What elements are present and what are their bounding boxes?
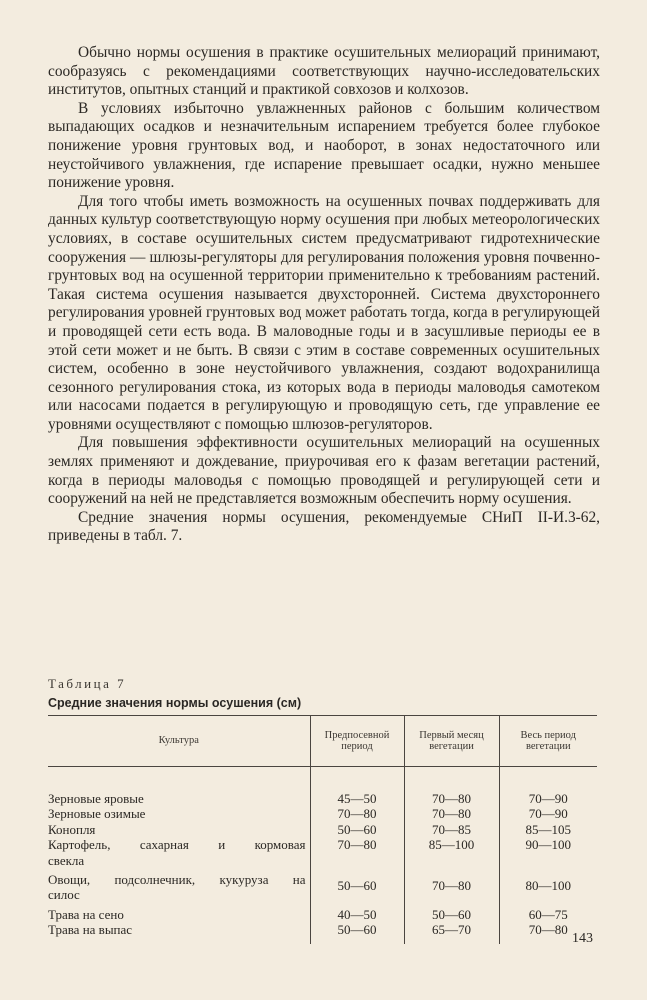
first-month-value: 70—80 bbox=[404, 868, 499, 903]
first-month-value: 70—80 bbox=[404, 791, 499, 806]
first-month-value: 65—70 bbox=[404, 922, 499, 943]
table-title: Средние значения нормы осушения (см) bbox=[48, 696, 302, 710]
header-whole-period: Весь период вегетации bbox=[499, 716, 597, 767]
pre-sowing-value: 50—60 bbox=[310, 822, 404, 837]
crop-name: Зерновые озимые bbox=[48, 806, 310, 821]
paragraph-5: Средние значения нормы осушения, рекомендуемые СНиП II-И.3-62, приведены в табл. 7. bbox=[48, 508, 600, 545]
pre-sowing-value: 70—80 bbox=[310, 837, 404, 868]
paragraph-3: Для того чтобы иметь возможность на осушенных почвах поддерживать для данных культур соответствующую норму осушения при любых метеорологических условиях, в составе осушительных систем предусматривают гидротехнические сооружения — шлюзы-регуляторы для регулирования положения уровня почвенно-грунтовых вод на осушенной территории применительно к требованиям растений. Такая система осушения называется двухсторонней. Система двухстороннего регулирования уровней грунтовых вод может работать тогда, когда в регулирующей и проводящей сети есть вода. В маловодные годы и в засушливые периоды ее в этой сети может и не быть. В связи с этим в составе современных осушительных систем, особенно в зоне неустойчивого увлажнения, создают водохранилища сезонного регулирования стока, из которых вода в периоды маловодья самотеком или насосами подается в регулирующую и проводящую сеть, где управление ее уровнями осуществляют с помощью шлюзов-регуляторов. bbox=[48, 192, 600, 433]
crop-name-line-1: Овощи, подсолнечник, кукуруза на bbox=[48, 872, 306, 888]
pre-sowing-value: 50—60 bbox=[310, 922, 404, 943]
table-header-row bbox=[48, 716, 597, 767]
whole-period-value: 90—100 bbox=[525, 837, 571, 853]
table-spacer bbox=[48, 767, 597, 792]
first-month-value: 70—85 bbox=[404, 822, 499, 837]
crop-name bbox=[48, 837, 310, 868]
table-row bbox=[48, 922, 597, 943]
table-row bbox=[48, 822, 597, 837]
table-row bbox=[48, 868, 597, 903]
whole-period-value: 70—90 bbox=[528, 806, 568, 822]
table-row bbox=[48, 806, 597, 821]
whole-period-value: 80—100 bbox=[525, 877, 571, 893]
table-row bbox=[48, 791, 597, 806]
paragraph-2: В условиях избыточно увлажненных районов с большим количеством выпадающих осадков и незначительным испарением требуется более глубокое понижение уровня грунтовых вод, и наоборот, в зонах недостаточного или неустойчивого увлажнения, где испарение превышает осадки, нужно меньшее понижение уровня. bbox=[48, 99, 600, 192]
first-month-value: 50—60 bbox=[404, 903, 499, 922]
paragraph-4: Для повышения эффективности осушительных мелиораций на осушенных землях применяют и дождевание, приурочивая его к фазам вегетации растений, когда в периоды маловодья с помощью проводящей и регулирующей сети и сооружений на ней не представляется возможным обеспечить норму осушения. bbox=[48, 434, 600, 508]
crop-name-line-1: Картофель, сахарная и кормовая bbox=[48, 837, 306, 853]
crop-name-line-2: силос bbox=[48, 887, 80, 903]
pre-sowing-value: 70—80 bbox=[310, 806, 404, 821]
header-first-month: Первый месяц вегетации bbox=[404, 716, 499, 767]
header-crop: Культура bbox=[48, 716, 310, 767]
pre-sowing-value: 45—50 bbox=[310, 791, 404, 806]
header-pre-sowing: Предпосевной период bbox=[310, 716, 404, 767]
first-month-value: 70—80 bbox=[404, 806, 499, 821]
crop-name: Зерновые яровые bbox=[48, 791, 310, 806]
first-month-value: 85—100 bbox=[404, 837, 499, 868]
page-number: 143 bbox=[572, 931, 593, 946]
whole-period-value: 85—105 bbox=[525, 821, 571, 837]
table-number: Таблица 7 bbox=[48, 676, 127, 691]
crop-name bbox=[48, 868, 310, 903]
whole-period-value: 70—90 bbox=[528, 791, 568, 806]
crop-name: Трава на сено bbox=[48, 903, 310, 922]
crop-name: Трава на выпас bbox=[48, 922, 310, 943]
drainage-norms-table bbox=[48, 715, 597, 944]
body-text bbox=[48, 44, 600, 546]
pre-sowing-value: 40—50 bbox=[310, 903, 404, 922]
whole-period-value: 60—75 bbox=[528, 906, 568, 922]
pre-sowing-value: 50—60 bbox=[310, 868, 404, 903]
table-row bbox=[48, 903, 597, 922]
crop-name-line-2: свекла bbox=[48, 852, 85, 868]
crop-name: Конопля bbox=[48, 822, 310, 837]
whole-period-value: 70—80 bbox=[528, 922, 568, 938]
table-row bbox=[48, 837, 597, 868]
paragraph-1: Обычно нормы осушения в практике осушительных мелиораций принимают, сообразуясь с рекомендациями соответствующих научно-исследовательских институтов, опытных станций и практикой совхозов и колхозов. bbox=[48, 44, 600, 99]
